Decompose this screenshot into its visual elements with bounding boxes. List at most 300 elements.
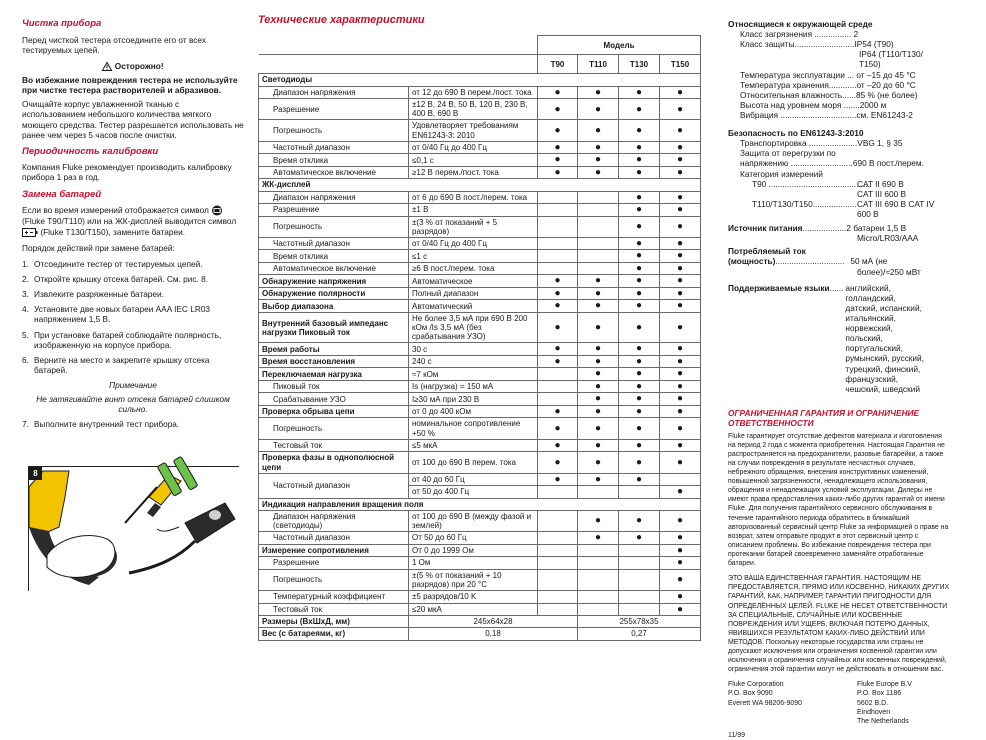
model-mark: ● [578, 275, 619, 288]
model-mark: ● [538, 86, 578, 99]
model-mark: ● [619, 99, 660, 120]
left-column [22, 12, 244, 434]
model-mark: ● [660, 216, 701, 237]
environment-heading: Относящиеся к окружающей среде [728, 19, 873, 29]
spec-row [259, 250, 701, 263]
spec-value: 245x64x28 [409, 616, 578, 628]
spec-row [259, 557, 701, 570]
model-mark [578, 569, 619, 590]
battery-text-b: (Fluke T90/T110) или на ЖК-дисплей выводится символ [22, 216, 237, 227]
spec-row [259, 191, 701, 204]
model-mark: ● [619, 380, 660, 393]
calibration-text: Компания Fluke рекомендует производить калибровку прибора 1 раз в год. [22, 162, 232, 183]
model-mark [538, 603, 578, 616]
model-mark: ● [660, 486, 701, 499]
model-mark: ● [538, 99, 578, 120]
model-mark: ● [578, 405, 619, 418]
model-mark: ● [578, 141, 619, 154]
spec-label: Обнаружение напряжения [259, 275, 409, 288]
spec-section-heading: Индикация направления вращения поля [259, 498, 701, 510]
spec-value: 30 с [409, 343, 538, 356]
specifications-table [258, 35, 701, 640]
spec-label: Время работы [259, 343, 409, 356]
model-mark: ● [578, 120, 619, 141]
transport: Транспортировка .....................VBG 1, § 35 [740, 138, 903, 149]
model-mark [538, 532, 578, 545]
model-mark: ● [619, 355, 660, 368]
measurement-category: Категория измерений [740, 168, 823, 179]
warning-triangle-icon [102, 62, 112, 71]
step-item: 7. Выполните внутренний тест прибора. [22, 419, 180, 430]
spec-value: от 50 до 400 Гц [409, 486, 538, 499]
battery-steps [22, 259, 244, 375]
model-mark [538, 262, 578, 275]
model-mark: ● [538, 418, 578, 439]
model-mark [578, 603, 619, 616]
spec-row [259, 569, 701, 590]
spec-row [259, 603, 701, 616]
model-mark [538, 393, 578, 406]
spec-value: от 12 до 690 В перем./пост. тока [409, 86, 538, 99]
spec-row [259, 473, 701, 486]
model-mark: ● [619, 393, 660, 406]
language-item: румынский, русский, [845, 353, 924, 364]
model-mark: ● [578, 532, 619, 545]
language-item: норвежский, [845, 323, 893, 334]
caution-title-text: Осторожно! [114, 60, 164, 71]
model-mark [538, 380, 578, 393]
spec-value: ≤20 мкА [409, 603, 538, 616]
spec-label: Пиковый ток [259, 380, 409, 393]
model-mark: ● [538, 154, 578, 167]
model-mark: ● [578, 86, 619, 99]
model-mark: ● [660, 141, 701, 154]
spec-label: Внутренний базовый импеданс нагрузки Пиковый ток [259, 312, 409, 343]
model-mark: ● [538, 120, 578, 141]
model-mark: ● [538, 312, 578, 343]
spec-value: ±5 разрядов/10 K [409, 591, 538, 604]
battery-steps-cont [22, 419, 244, 429]
model-mark: ● [619, 237, 660, 250]
spec-row [259, 86, 701, 99]
right-column [728, 17, 950, 740]
spec-value: Is (нагрузка) = 150 мА [409, 380, 538, 393]
model-mark [619, 591, 660, 604]
battery-steps-intro: Порядок действий при замене батарей: [22, 242, 175, 253]
language-item: итальянский, [845, 312, 896, 323]
spec-row [259, 532, 701, 545]
model-mark [538, 569, 578, 590]
calibration-heading: Периодичность калибровки [22, 145, 159, 157]
spec-row [259, 418, 701, 439]
model-mark: ● [619, 275, 660, 288]
spec-row [259, 179, 701, 191]
protection-class-2: IP64 (T110/T130/ [859, 49, 923, 60]
language-item: голландский, [845, 292, 896, 303]
model-mark [619, 486, 660, 499]
model-mark: ● [619, 166, 660, 179]
model-mark [619, 569, 660, 590]
spec-label: Обнаружение полярности [259, 287, 409, 300]
spec-label: Тестовый ток [259, 439, 409, 452]
warranty-disclaimer: ЭТО ВАША ЕДИНСТВЕННАЯ ГАРАНТИЯ. НАСТОЯЩИМ НЕ ПРЕДОСТАВЛЯЕТСЯ, ПРЯМО ИЛИ КОСВЕННО, НИКАКИХ ДРУГИХ ГАРАНТИЙ, КАК, НАПРИМЕР, ГАРАНТИИ ПРИГОДНОСТИ ДЛЯ ОПРЕДЕЛЁННЫХ ЦЕЛЕЙ. FLUKE НЕ НЕСЕТ ОТВЕТСТВЕННОСТИ ЗА СПЕЦИАЛЬНЫЕ, СЛУЧАЙНЫЕ ИЛИ КОСВЕННЫЕ ПОВРЕЖДЕНИЯ ИЛИ УЩЕРБ, ВКЛЮЧАЯ ПОТЕРЮ ДАННЫХ, ЯВИВШИХСЯ РЕЗУЛЬТАТОМ КАКИХ-ЛИБО ДЕЙСТВИЙ ИЛИ МЕТОДОВ. Поскольку некоторые государства или страны не допускают исключения или ограничения косвенной гарантии или исключения и ограничения случайных или косвенных повреждений, ограничения этой гарантии могут не действовать в отношении вас. [728, 575, 950, 674]
spec-value: ≤5 мкА [409, 439, 538, 452]
model-mark: ● [578, 439, 619, 452]
model-mark [538, 544, 578, 557]
operating-temperature: Температура эксплуатации ... от –15 до 45 °C [740, 69, 916, 80]
model-mark: ● [619, 343, 660, 356]
model-mark: ● [578, 99, 619, 120]
spec-row [259, 343, 701, 356]
model-mark: ● [578, 452, 619, 473]
model-mark: ● [660, 544, 701, 557]
model-mark: ● [538, 405, 578, 418]
model-mark: ● [660, 569, 701, 590]
spec-value: ±(5 % от показаний + 10 разрядов) при 20 °C [409, 569, 538, 590]
spec-label: Частотный диапазон [259, 237, 409, 250]
model-mark: ● [619, 300, 660, 313]
model-mark: ● [619, 262, 660, 275]
power-source-2: Micro/LR03/AAA [857, 233, 919, 244]
spec-value: от 40 до 60 Гц [409, 473, 538, 486]
model-mark: ● [578, 418, 619, 439]
language-item: английский, [845, 282, 891, 293]
model-mark: ● [619, 204, 660, 217]
spec-value: номинальное сопротивление +50 % [409, 418, 538, 439]
spec-row [259, 628, 701, 640]
spec-row [259, 154, 701, 167]
model-mark: ● [660, 312, 701, 343]
spec-value: Удовлетворяет требованиям EN61243-3: 2010 [409, 120, 538, 141]
spec-value: Не более 3,5 мА при 690 В 200 кОм /Is 3,5 мА (без срабатывания УЗО) [409, 312, 538, 343]
spec-label: Переключаемая нагрузка [259, 368, 409, 381]
spec-value: ±12 В, 24 В, 50 В, 120 В, 230 В, 400 В, 690 В [409, 99, 538, 120]
specifications-section [258, 14, 700, 641]
spec-label: Время отклика [259, 250, 409, 263]
consumption-2: более)/≈250 мВт [857, 266, 921, 277]
model-mark [538, 557, 578, 570]
spec-label: Диапазон напряжения [259, 86, 409, 99]
battery-text [22, 205, 244, 237]
language-item: датский, испанский, [845, 302, 922, 313]
spec-value: 240 с [409, 355, 538, 368]
model-mark: ● [619, 368, 660, 381]
battery-illustration [29, 467, 239, 591]
model-mark: ● [578, 368, 619, 381]
spec-row [259, 120, 701, 141]
spec-value: от 100 до 690 В перем. тока [409, 452, 538, 473]
spec-row [259, 99, 701, 120]
model-mark: ● [660, 204, 701, 217]
spec-label: Частотный диапазон [259, 532, 409, 545]
spec-row [259, 312, 701, 343]
model-t110: T110 [578, 55, 619, 74]
model-t130: T130 [619, 55, 660, 74]
spec-label: Разрешение [259, 557, 409, 570]
model-mark: ● [660, 166, 701, 179]
spec-value: от 100 до 690 В (между фазой и землей) [409, 510, 538, 531]
spec-label: Размеры (ВxШxД, мм) [259, 616, 409, 628]
model-mark: ● [660, 439, 701, 452]
model-mark: ● [660, 380, 701, 393]
consumption: (мощность) .............................. 50 мА (не [728, 256, 888, 267]
address-eu: Fluke Europe B.V P.O. Box 1186 5602 B.D. Eindhoven The Netherlands [857, 681, 912, 725]
spec-value: от 0/40 Гц до 400 Гц [409, 237, 538, 250]
model-mark [578, 250, 619, 263]
warranty-heading: ОГРАНИЧЕННАЯ ГАРАНТИЯ И ОГРАНИЧЕНИЕ ОТВЕТСТВЕННОСТИ [728, 407, 919, 429]
model-mark: ● [619, 532, 660, 545]
model-mark: ● [619, 287, 660, 300]
spec-value: от 0 до 400 кОм [409, 405, 538, 418]
language-item: турецкий, финский, [845, 363, 921, 374]
spec-value: ≈7 кОм [409, 368, 538, 381]
spec-label: Диапазон напряжения (светодиоды) [259, 510, 409, 531]
figure-number: 8 [29, 467, 42, 480]
step-item: 1. Отсоедините тестер от тестируемых цепей. [22, 258, 203, 269]
spec-value: ±1 В [409, 204, 538, 217]
model-mark: ● [660, 557, 701, 570]
spec-row [259, 166, 701, 179]
model-mark: ● [660, 99, 701, 120]
spec-row [259, 510, 701, 531]
spec-row [259, 452, 701, 473]
vibration: Вибрация .................................см. EN61243-2 [740, 109, 913, 120]
spec-value: Полный диапазон [409, 287, 538, 300]
spec-label: Автоматическое включение [259, 166, 409, 179]
spec-value: 0,27 [578, 628, 701, 640]
model-mark: ● [619, 154, 660, 167]
category-t110: T110/T130/T150................... CAT III 690 В CAT IV [752, 198, 935, 209]
spec-row [259, 141, 701, 154]
model-mark: ● [538, 166, 578, 179]
model-mark [578, 544, 619, 557]
category-t90: T90 ............................................ CAT II 690 В [752, 178, 904, 189]
step-item: 2. Откройте крышку отсека батарей. См. рис. 8. [22, 274, 209, 285]
model-mark: ● [660, 191, 701, 204]
model-mark: ● [578, 312, 619, 343]
spec-value: I≥30 мА при 230 В [409, 393, 538, 406]
model-mark: ● [660, 275, 701, 288]
battery-text-a: Если во время измерений отображается символ [22, 205, 209, 216]
model-mark [538, 510, 578, 531]
spec-label: Срабатывание УЗО [259, 393, 409, 406]
model-mark: ● [619, 191, 660, 204]
model-mark: ● [660, 368, 701, 381]
spec-value: ≥12 В перем./пост. тока [409, 166, 538, 179]
model-mark: ● [578, 287, 619, 300]
spec-label: Проверка фазы в однополюсной цепи [259, 452, 409, 473]
model-mark: ● [619, 120, 660, 141]
spec-label: Измерение сопротивления [259, 544, 409, 557]
model-mark [538, 368, 578, 381]
model-mark [538, 250, 578, 263]
model-mark: ● [538, 452, 578, 473]
model-mark: ● [538, 439, 578, 452]
spec-value: ≤0,1 с [409, 154, 538, 167]
model-mark: ● [538, 275, 578, 288]
storage-temperature: Температура хранения............от –20 до 60 °C [740, 79, 916, 90]
model-mark: ● [660, 343, 701, 356]
model-mark: ● [660, 262, 701, 275]
power-source: Источник питания ................... 2 батареи 1,5 В [728, 223, 907, 234]
spec-value: 255x78x35 [578, 616, 701, 628]
spec-row [259, 204, 701, 217]
model-mark [578, 191, 619, 204]
model-mark: ● [538, 343, 578, 356]
relative-humidity: Относительная влажность......85 % (не более) [740, 89, 918, 100]
addresses [728, 680, 950, 725]
model-mark: ● [578, 154, 619, 167]
model-mark: ● [578, 355, 619, 368]
model-mark: ● [619, 86, 660, 99]
model-mark: ● [660, 603, 701, 616]
altitude: Высота над уровнем моря .......2000 м [740, 99, 887, 110]
language-item: португальский, [845, 343, 903, 354]
language-item: польский, [845, 333, 883, 344]
spec-label: Частотный диапазон [259, 141, 409, 154]
battery-heading: Замена батарей [22, 188, 102, 200]
model-mark [578, 557, 619, 570]
model-mark [619, 544, 660, 557]
model-mark [538, 591, 578, 604]
figure-8-battery-replacement [28, 466, 239, 591]
model-mark: ● [660, 405, 701, 418]
model-mark: ● [619, 452, 660, 473]
cleaning-heading: Чистка прибора [22, 18, 102, 29]
spec-row [259, 439, 701, 452]
spec-value: ±(3 % от показаний + 5 разрядов) [409, 216, 538, 237]
model-mark: ● [660, 452, 701, 473]
spec-value: От 0 до 1999 Ом [409, 544, 538, 557]
step-item: 5. При установке батарей соблюдайте полярность, изображенную на корпусе прибора. [22, 329, 222, 350]
protection-class: Класс защиты..........................IP54 (T90) [740, 39, 894, 50]
model-mark: ● [578, 510, 619, 531]
spec-value: 0,18 [409, 628, 578, 640]
consumption-label: Потребляемый ток [728, 246, 806, 257]
spec-label: Время восстановления [259, 355, 409, 368]
model-mark [619, 603, 660, 616]
model-mark: ● [619, 418, 660, 439]
model-mark: ● [578, 343, 619, 356]
spec-section-heading: Светодиоды [259, 74, 701, 86]
model-mark [578, 591, 619, 604]
model-mark: ● [660, 287, 701, 300]
model-mark: ● [538, 300, 578, 313]
cleaning-text: Перед чисткой тестера отсоедините его от всех тестируемых цепей. [22, 34, 206, 55]
spec-label: Диапазон напряжения [259, 191, 409, 204]
model-mark: ● [660, 120, 701, 141]
overload-protection-1: Защита от перегрузки по [740, 148, 836, 159]
model-mark [538, 486, 578, 499]
protection-class-3: T150) [859, 59, 881, 70]
spec-row [259, 368, 701, 381]
model-t150: T150 [660, 55, 701, 74]
spec-label: Погрешность [259, 216, 409, 237]
model-mark: ● [660, 86, 701, 99]
spec-row [259, 74, 701, 86]
model-mark: ● [578, 380, 619, 393]
model-mark: ● [660, 532, 701, 545]
spec-value: ≥6 В пост./перем. тока [409, 262, 538, 275]
category-t110-b: 600 В [857, 208, 879, 219]
model-mark [660, 473, 701, 486]
spec-value: 1 Ом [409, 557, 538, 570]
spec-row [259, 300, 701, 313]
spec-value: ≤1 с [409, 250, 538, 263]
spec-label: Погрешность [259, 418, 409, 439]
model-mark: ● [619, 312, 660, 343]
spec-value: Автоматическое [409, 275, 538, 288]
spec-value: от 6 до 690 В пост./перем. тока [409, 191, 538, 204]
model-mark [538, 204, 578, 217]
spec-label: Выбор диапазона [259, 300, 409, 313]
model-mark: ● [578, 166, 619, 179]
spec-label: Температурный коэффициент [259, 591, 409, 604]
step-item: 6. Верните на место и закрепите крышку отсека батарей. [22, 354, 210, 375]
spec-label: Разрешение [259, 99, 409, 120]
language-item: чешский, шведский [845, 383, 920, 394]
spec-value: Автоматический [409, 300, 538, 313]
model-mark: ● [660, 237, 701, 250]
spec-label: Тестовый ток [259, 603, 409, 616]
caution-title [22, 61, 244, 71]
model-mark: ● [538, 473, 578, 486]
model-mark [578, 204, 619, 217]
model-mark: ● [660, 510, 701, 531]
document-code: 11/99 [728, 731, 745, 739]
spec-row [259, 287, 701, 300]
model-mark [578, 486, 619, 499]
model-mark: ● [578, 393, 619, 406]
model-mark: ● [660, 418, 701, 439]
model-mark [578, 237, 619, 250]
model-mark: ● [660, 300, 701, 313]
model-mark: ● [538, 141, 578, 154]
address-us: Fluke Corporation P.O. Box 9090 Everett WA 98206-9090 [728, 681, 803, 707]
spec-label: Проверка обрыва цепи [259, 405, 409, 418]
model-mark: ● [538, 355, 578, 368]
spec-row [259, 393, 701, 406]
note-title: Примечание [109, 379, 157, 390]
spec-row [259, 380, 701, 393]
model-mark: ● [619, 141, 660, 154]
spec-value: от 0/40 Гц до 400 Гц [409, 141, 538, 154]
lcd-battery-icon [22, 228, 38, 237]
battery-low-symbol-icon [211, 205, 223, 216]
spec-row [259, 498, 701, 510]
specifications-heading: Технические характеристики [258, 14, 425, 26]
model-mark [578, 216, 619, 237]
model-mark: ● [619, 439, 660, 452]
model-mark: ● [578, 473, 619, 486]
model-mark [538, 237, 578, 250]
spec-label: Погрешность [259, 120, 409, 141]
model-mark: ● [578, 300, 619, 313]
step-item: 4. Установите две новых батареи AAA IEC LR03 напряжением 1,5 В. [22, 304, 211, 325]
spec-label: Вес (с батареями, кг) [259, 628, 409, 640]
spec-row [259, 405, 701, 418]
spec-row [259, 355, 701, 368]
spec-value: От 50 до 60 Гц [409, 532, 538, 545]
spec-row [259, 616, 701, 628]
spec-row [259, 237, 701, 250]
model-mark: ● [660, 393, 701, 406]
spec-label: Частотный диапазон [259, 473, 409, 498]
language-item: французский, [845, 373, 899, 384]
model-mark: ● [619, 510, 660, 531]
model-mark [619, 557, 660, 570]
warranty-text: Fluke гарантирует отсутствие дефектов материала и изготовления на период 2 года с момента приобретения. Настоящая Гарантия не распространяется на предохранители, разовые батарейки, а также на случаи повреждения в результате несчастных случаев, небрежного обращения, внесения конструктивных изменений, повышенной загрязненности, ненадлежащего использования, обращения и ненадлежащих условий эксплуатации. Дилеры не имеют права предоставления каких-либо других гарантий от имени Fluke. Для получения гарантийного сервисного обслуживания в течение гарантийного периода обратитесь в ближайший авторизованный сервисный центр Fluke за информацией о праве на возврат, затем отправьте продукт в этот сервисный центр с описанием проблемы. Во избежание повреждения тестера при протекании батарей своевременно заменяйте отработанные батареи. [728, 432, 949, 568]
